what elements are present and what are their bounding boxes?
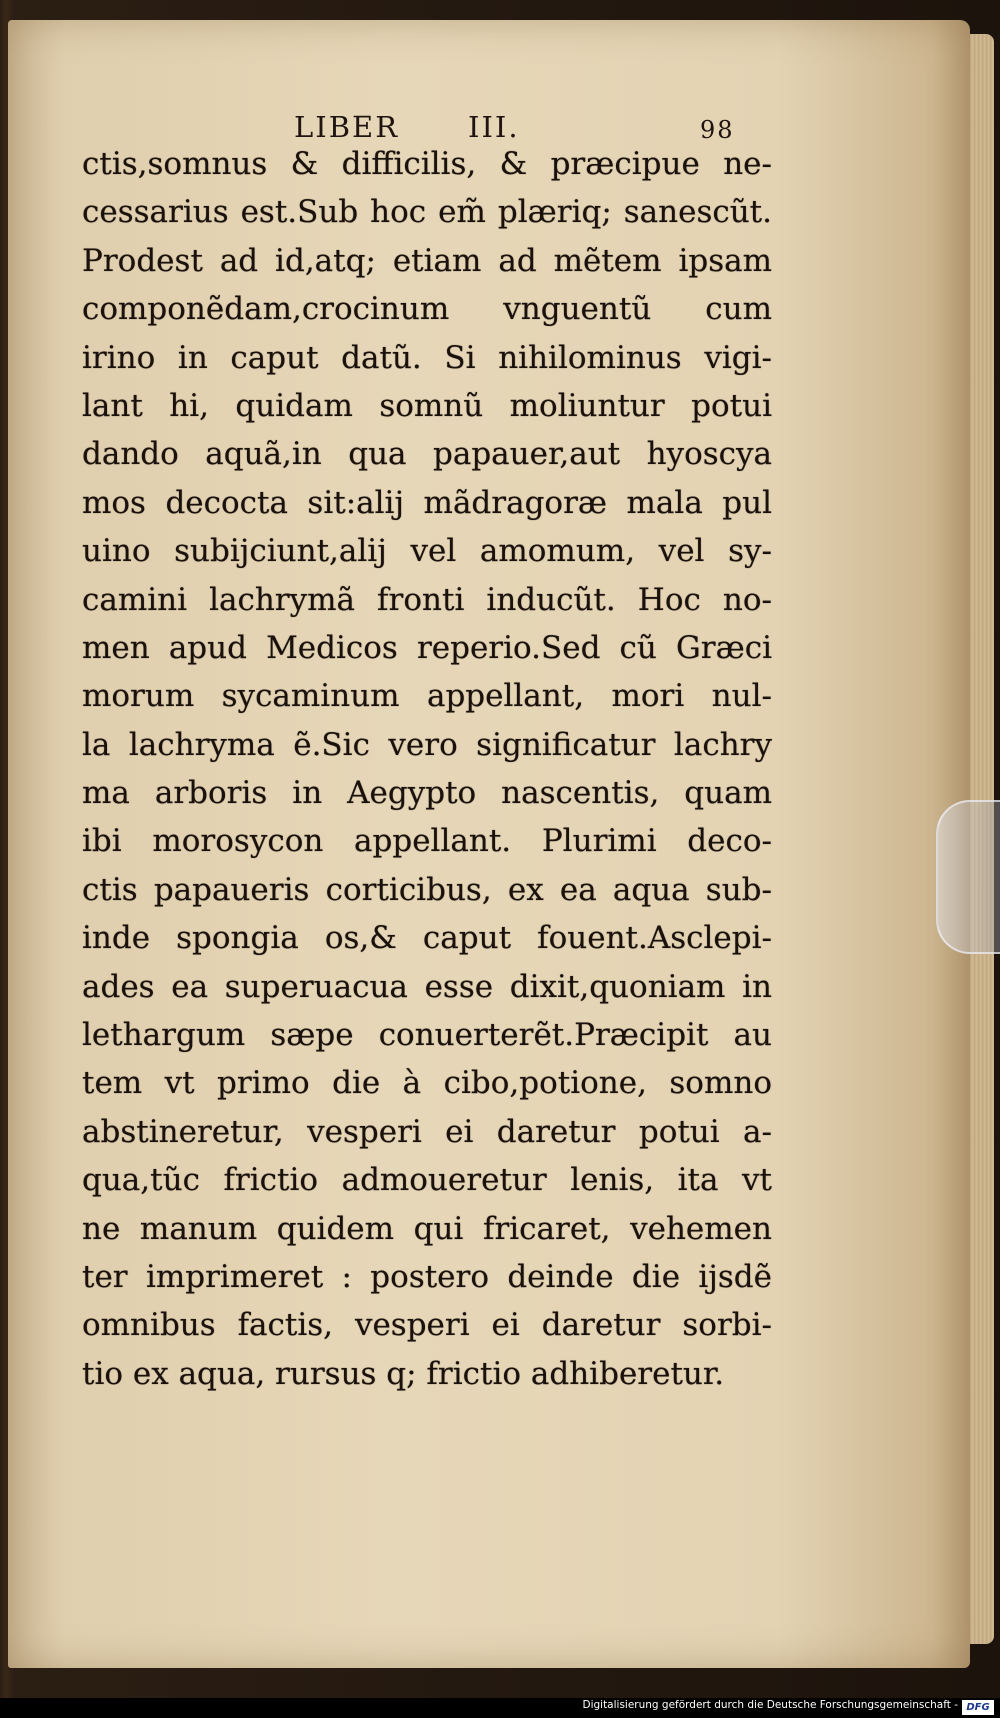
text-line: morum sycaminum appellant, mori nul- bbox=[82, 678, 772, 715]
running-head-book-number: III. bbox=[468, 110, 520, 144]
text-line: tem vt primo die à cibo,potione, somno bbox=[82, 1065, 772, 1102]
text-line: ades ea superuacua esse dixit,quoniam in bbox=[82, 968, 772, 1005]
text-line: componẽdam,crocinum vnguentũ cum bbox=[82, 291, 772, 328]
text-line: lethargum sæpe conuerterẽt.Præcipit au bbox=[82, 1017, 772, 1054]
text-line: mos decocta sit:alij mãdragoræ mala pul bbox=[82, 484, 772, 521]
dfg-logo: DFG bbox=[962, 1700, 994, 1715]
text-line: la lachryma ẽ.Sic vero significatur lachry bbox=[82, 726, 772, 763]
text-line: cessarius est.Sub hoc em̃ plæriq; sanescũt. bbox=[82, 194, 772, 231]
text-line: inde spongia os,& caput fouent.Asclepi- bbox=[82, 920, 772, 957]
text-line: lant hi, quidam somnũ moliuntur potui bbox=[82, 387, 772, 424]
text-line: ter imprimeret : postero deinde die ijsdẽ bbox=[82, 1258, 772, 1295]
text-line: uino subijciunt,alij vel amomum, vel sy- bbox=[82, 533, 772, 570]
text-line: omnibus factis, vesperi ei daretur sorbi- bbox=[82, 1307, 772, 1344]
text-line: ma arboris in Aegypto nascentis, quam bbox=[82, 775, 772, 812]
page-clip bbox=[936, 800, 1000, 954]
text-line: men apud Medicos reperio.Sed cũ Græci bbox=[82, 629, 772, 666]
running-head-title: LIBER bbox=[294, 110, 400, 144]
text-line: irino in caput datũ. Si nihilominus vigi- bbox=[82, 339, 772, 376]
text-line: abstineretur, vesperi ei daretur potui a- bbox=[82, 1113, 772, 1150]
footer-credit: Digitalisierung gefördert durch die Deutsche Forschungsgemeinschaft - bbox=[582, 1699, 958, 1711]
text-block bbox=[82, 140, 772, 1398]
text-line: qua,tũc frictio admoueretur lenis, ita vt bbox=[82, 1162, 772, 1199]
text-line: dando aquã,in qua papauer,aut hyoscya bbox=[82, 436, 772, 473]
text-line: ctis papaueris corticibus, ex ea aqua sub- bbox=[82, 871, 772, 908]
text-line: camini lachrymã fronti inducũt. Hoc no- bbox=[82, 581, 772, 618]
text-line: tio ex aqua, rursus q; frictio adhiberetur. bbox=[82, 1355, 725, 1392]
text-line: ctis,somnus & difficilis, & præcipue ne- bbox=[82, 146, 772, 182]
text-line: ne manum quidem qui fricaret, vehemen bbox=[82, 1210, 772, 1247]
folio-number: 98 bbox=[700, 116, 735, 144]
text-line: Prodest ad id,atq; etiam ad mẽtem ipsam bbox=[82, 242, 772, 279]
text-line: ibi morosycon appellant. Plurimi deco- bbox=[82, 823, 772, 860]
